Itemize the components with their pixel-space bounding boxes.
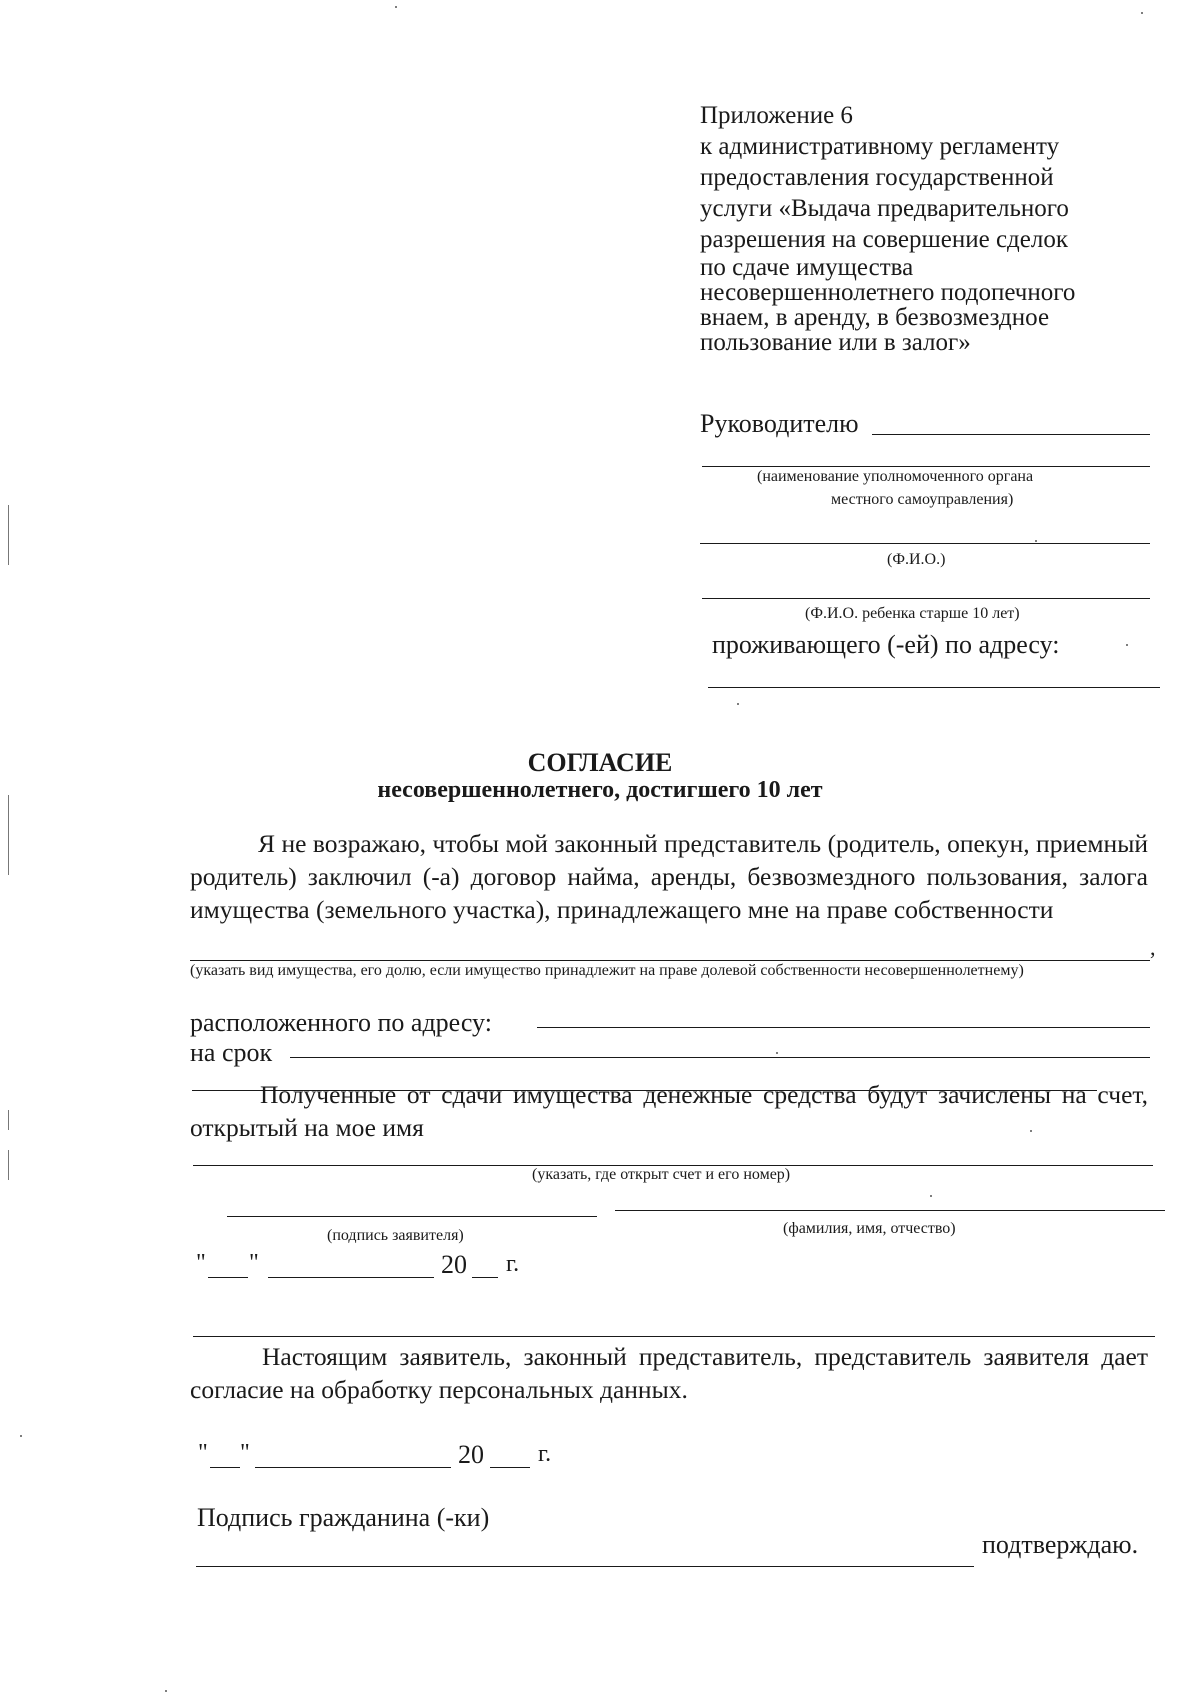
scan-speck [737,703,739,705]
signature-line [227,1216,597,1217]
consent-paragraph: Я не возражаю, чтобы мой законный представитель (родитель, опекун, приемный родитель) заключил (-а) договор найма, аренды, безвозмездного пользования, залога имущества (земельного участка), принадлежащего мне на праве собственности [190,829,1148,924]
date2-month-line [255,1467,451,1468]
scan-speck [776,1052,778,1054]
date-day-line [208,1277,248,1278]
header-line: пользование или в залог» [700,329,971,356]
child-fio-caption: (Ф.И.О. ребенка старше 10 лет) [805,605,1020,622]
citizen-signature-label: Подпись гражданина (-ки) [197,1503,490,1532]
date-quote-open: " [196,1250,206,1276]
scan-speck [1030,1130,1032,1132]
address-line [708,687,1160,688]
fio-line [700,543,1150,544]
scan-speck [165,1690,167,1692]
header-line: разрешения на совершение сделок [700,226,1068,253]
signature-caption: (подпись заявителя) [327,1227,464,1244]
scan-edge-mark [8,795,9,875]
header-line: услуги «Выдача предварительного [700,195,1069,222]
child-fio-line [702,598,1150,599]
comma-mark: , [1150,935,1156,960]
property-line [190,960,1150,961]
date-quote-close: " [249,1250,259,1276]
date2-quote-close: " [240,1440,250,1466]
date-year-prefix: 20 [441,1250,467,1279]
confirm-label: подтверждаю. [982,1530,1139,1559]
appendix-header [700,100,1075,355]
located-label: расположенного по адресу: [190,1008,492,1037]
date2-year-suffix: г. [538,1441,552,1467]
located-line [537,1027,1150,1028]
scan-speck [1035,540,1037,542]
org-name-line [702,466,1150,467]
header-line: к административному регламенту [700,133,1060,160]
scan-edge-mark [8,1150,9,1180]
to-head-label: Руководителю [700,409,859,438]
header-line: Приложение 6 [700,102,853,129]
document-title: СОГЛАСИЕ [527,748,673,777]
name-caption: (фамилия, имя, отчество) [783,1220,956,1237]
header-line: предоставления государственной [700,164,1054,191]
document-subtitle: несовершеннолетнего, достигшего 10 лет [377,777,823,803]
header-line: по сдаче имущества [700,254,914,281]
date-year-line [472,1277,498,1278]
funds-paragraph: Полученные от сдачи имущества денежные средства будут зачислены на счет, открытый на мое имя [190,1080,1148,1142]
scan-edge-mark [8,505,9,565]
org-caption: местного самоуправления) [831,491,1014,508]
date2-quote-open: " [198,1440,208,1466]
org-caption: (наименование уполномоченного органа [757,468,1034,485]
date-year-suffix: г. [506,1251,520,1277]
scan-edge-mark [8,1110,9,1130]
scan-speck [930,1195,932,1197]
scan-speck [1141,12,1143,14]
citizen-signature-line [196,1566,974,1567]
date2-year-line [490,1467,530,1468]
scan-speck [395,6,397,8]
header-line: несовершеннолетнего подопечного [700,279,1076,306]
property-caption: (указать вид имущества, его долю, если имущество принадлежит на праве долевой собственности несовершеннолетнему) [190,962,1024,979]
account-caption: (указать, где открыт счет и его номер) [532,1166,791,1183]
fio-caption: (Ф.И.О.) [887,551,946,568]
date-month-line [268,1277,434,1278]
term-line [290,1057,1150,1058]
fio-signature-line [615,1210,1165,1211]
pd-consent-paragraph: Настоящим заявитель, законный представитель, представитель заявителя дает согласие на обработку персональных данных. [190,1342,1148,1404]
date2-year-prefix: 20 [458,1440,484,1469]
scan-speck [20,1435,22,1437]
date2-day-line [210,1467,240,1468]
term-label: на срок [190,1038,273,1067]
header-line: внаем, в аренду, в безвозмездное [700,304,1050,331]
separator-line [193,1336,1155,1337]
scan-speck [1126,644,1128,646]
residing-label: проживающего (-ей) по адресу: [712,630,1060,659]
head-name-line [872,434,1150,435]
